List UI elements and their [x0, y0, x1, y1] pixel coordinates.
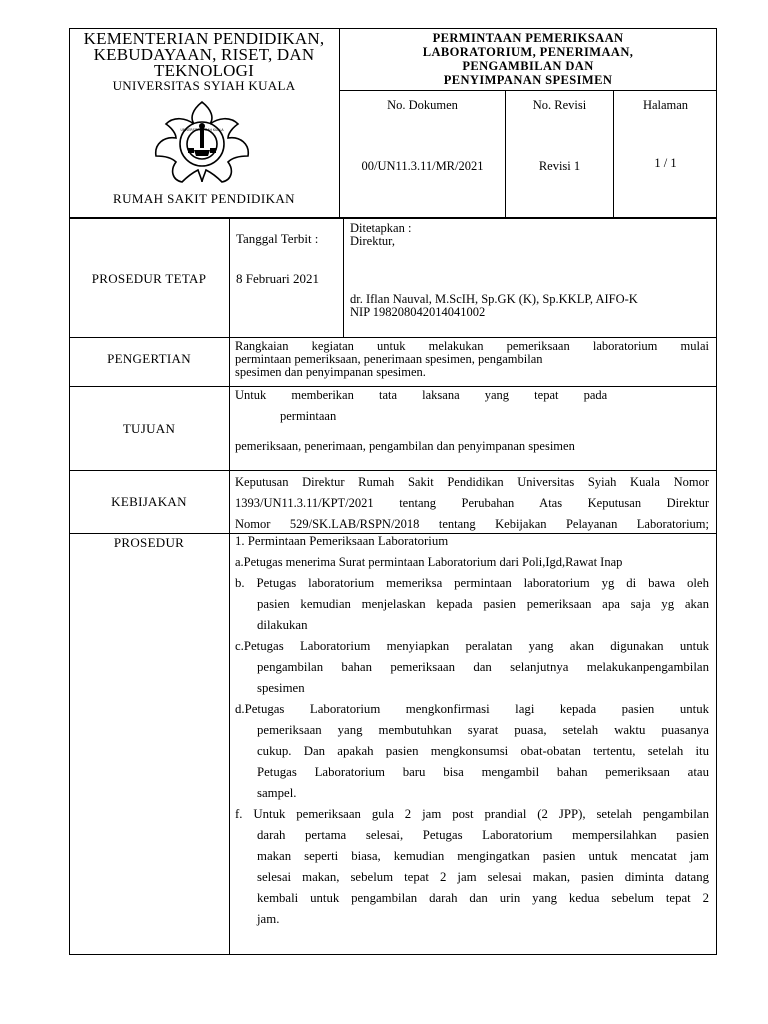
tujuan-label: TUJUAN [122, 421, 176, 436]
prosedur-item-a: a.Petugas menerima Surat permintaan Laboratorium dari Poli,Igd,Rawat Inap [235, 555, 623, 569]
row-divider-1 [69, 337, 717, 338]
prosedur-item-d-line-2: pemeriksaan yang membutuhkan syarat puasa, setelah waktu puasanya [257, 723, 709, 737]
tujuan-line-1: Untuk memberikan tata laksana yang tepat pada [235, 388, 608, 402]
tanggal-terbit-label: Tanggal Terbit : [236, 231, 319, 246]
ditetapkan-label: Ditetapkan : [350, 221, 412, 235]
document-title-line-3: PENGAMBILAN DAN [462, 59, 594, 73]
halaman-value: 1 / 1 [654, 156, 677, 170]
kebijakan-label: KEBIJAKAN [111, 494, 187, 509]
org-line-1: KEMENTERIAN PENDIDIKAN, [83, 29, 325, 48]
hospital-name: RUMAH SAKIT PENDIDIKAN [113, 191, 295, 206]
tujuan-line-3: pemeriksaan, penerimaan, pengambilan dan penyimpanan spesimen [235, 439, 575, 453]
university-logo [148, 98, 256, 184]
direktur-name: dr. Iflan Nauval, M.ScIH, Sp.GK (K), Sp.KKLP, AIFO-K [350, 292, 638, 306]
no-dokumen-value: 00/UN11.3.11/MR/2021 [361, 159, 484, 173]
university-name: UNIVERSITAS SYIAH KUALA [112, 78, 296, 93]
body-col-divider [229, 218, 230, 955]
no-dokumen-label: No. Dokumen [387, 98, 458, 112]
prosedur-heading: 1. Permintaan Pemeriksaan Laboratorium [235, 534, 449, 548]
prosedur-item-f-line-1: f. Untuk pemeriksaan gula 2 jam post prandial (2 JPP), setelah pengambilan [235, 807, 709, 821]
header-row-divider [339, 90, 717, 91]
logo-emblem-icon [148, 98, 256, 184]
row-divider-2 [69, 386, 717, 387]
document-title-line-1: PERMINTAAN PEMERIKSAAN [432, 31, 624, 45]
kebijakan-text [235, 472, 709, 535]
org-line-2: KEBUDAYAAN, RISET, DAN [93, 45, 315, 64]
row-divider-3 [69, 470, 717, 471]
prosedur-item-f-line-6: jam. [257, 912, 280, 926]
document-title-line-4: PENYIMPANAN SPESIMEN [443, 73, 613, 87]
prosedur-tetap-label: PROSEDUR TETAP [91, 271, 207, 286]
prosedur-item-b-line-1: b. Petugas laboratorium memeriksa permintaan laboratorium yg di bawa oleh [235, 576, 709, 590]
prosedur-item-c-line-1: c.Petugas Laboratorium menyiapkan peralatan yang akan digunakan untuk [235, 639, 709, 653]
org-name [70, 31, 338, 79]
no-revisi-label: No. Revisi [532, 98, 587, 112]
prosedur-label: PROSEDUR [113, 535, 185, 550]
document-title [340, 31, 716, 87]
tanggal-terbit-value: 8 Februari 2021 [236, 271, 320, 286]
prosedur-text [235, 531, 709, 930]
prosedur-item-d-line-3: cukup. Dan apakah pasien mengkonsumsi obat-obatan tertentu, setelah itu [257, 744, 709, 758]
prosedur-item-f-line-4: selesai makan, sebelum tepat 2 jam selesai makan, pasien diminta datang [257, 870, 709, 884]
kebijakan-line-3: Nomor 529/SK.LAB/RSPN/2018 tentang Kebijakan Pelayanan Laboratorium; [235, 517, 709, 531]
tujuan-line-2: permintaan [280, 409, 337, 423]
prosedur-item-f-line-5: kembali untuk pengambilan darah dan urin yang kedua sebelum tepat 2 [257, 891, 709, 905]
prosedur-item-c-line-2: pengambilan bahan pemeriksaan dan selanjutnya melakukanpengambilan [257, 660, 709, 674]
pengertian-line-1: Rangkaian kegiatan untuk melakukan pemeriksaan laboratorium mulai [235, 339, 709, 353]
direktur-nip: NIP 198208042014041002 [350, 305, 486, 319]
prosedur-item-b-line-3: dilakukan [257, 618, 308, 632]
sop-col-divider [343, 218, 344, 337]
prosedur-item-b-line-2: pasien kemudian menjelaskan kepada pasien pemeriksaan apa saja yg akan [257, 597, 709, 611]
pengertian-line-2: permintaan pemeriksaan, penerimaan spesimen, pengambilan [235, 352, 543, 366]
prosedur-item-d-line-5: sampel. [257, 786, 297, 800]
prosedur-item-f-line-2: darah pertama selesai, Petugas Laboratorium mempersilahkan pasien [257, 828, 709, 842]
org-line-3: TEKNOLOGI [154, 61, 254, 80]
halaman-label: Halaman [642, 98, 689, 112]
document-title-line-2: LABORATORIUM, PENERIMAAN, [422, 45, 634, 59]
pengertian-text [235, 340, 709, 379]
prosedur-item-d-line-4: Petugas Laboratorium baru bisa mengambil bahan pemeriksaan atau [257, 765, 709, 779]
no-revisi-value: Revisi 1 [538, 159, 581, 173]
kebijakan-line-2: 1393/UN11.3.11/KPT/2021 tentang Perubahan Atas Keputusan Direktur [235, 496, 709, 510]
prosedur-item-c-line-3: spesimen [257, 681, 305, 695]
logo-text: UNIVERSITAS SYIAH KUALA [180, 128, 224, 132]
direktur-label: Direktur, [350, 234, 395, 248]
prosedur-item-d-line-1: d.Petugas Laboratorium mengkonfirmasi lagi kepada pasien untuk [235, 702, 709, 716]
prosedur-item-f-line-3: makan seperti biasa, kemudian mengingatkan pasien untuk mencatat jam [257, 849, 709, 863]
pengertian-line-3: spesimen dan penyimpanan spesimen. [235, 365, 426, 379]
kebijakan-line-1: Keputusan Direktur Rumah Sakit Pendidikan Universitas Syiah Kuala Nomor [235, 475, 709, 489]
pengertian-label: PENGERTIAN [107, 351, 191, 366]
